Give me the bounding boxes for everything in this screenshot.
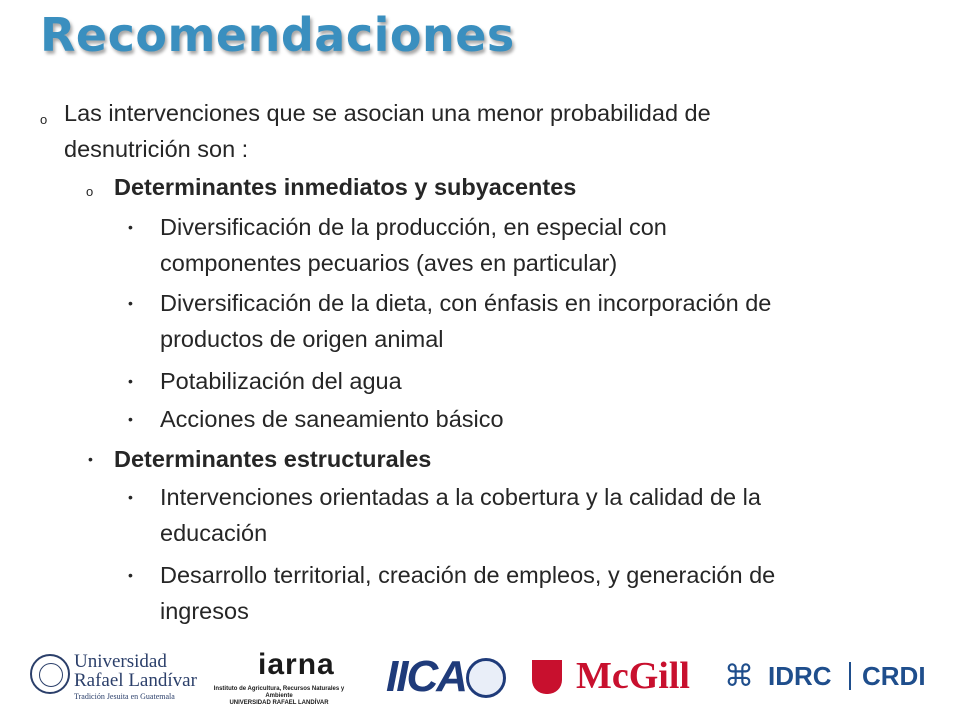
slide-title: Recomendaciones [40, 8, 515, 62]
list-item: Intervenciones orientadas a la cobertura y la calidad de la [160, 484, 761, 510]
iarna-subtitle [204, 686, 354, 707]
list-item-continuation: educación [160, 520, 268, 546]
dot-bullet-icon: • [128, 411, 133, 427]
intro-line-2: desnutrición son : [64, 136, 249, 162]
url-logo-line-1: Universidad [74, 651, 167, 672]
partner-logos-footer [0, 648, 960, 712]
dot-bullet-icon: • [128, 567, 133, 583]
circle-bullet-icon: o [86, 184, 94, 199]
university-seal-icon [30, 654, 70, 694]
iarna-subtitle-line-1: Instituto de Agricultura, Recursos Naturales y Ambiente [213, 686, 345, 699]
list-item-continuation: ingresos [160, 598, 249, 624]
iarna-logo: iarna [258, 648, 335, 681]
idrc-mark-icon: ⌘ [724, 659, 754, 694]
list-item: Acciones de saneamiento básico [160, 406, 504, 432]
logo-divider [849, 662, 851, 690]
globe-icon [466, 658, 506, 698]
dot-bullet-icon: • [128, 373, 133, 389]
dot-bullet-icon: • [128, 489, 133, 505]
url-logo-text [74, 652, 197, 690]
dot-bullet-icon: • [128, 295, 133, 311]
mcgill-logo: McGill [576, 655, 690, 697]
dot-bullet-icon: • [88, 451, 93, 467]
dot-bullet-icon: • [128, 219, 133, 235]
iica-logo: IICA [386, 652, 466, 701]
url-logo-line-2: Rafael Landívar [74, 670, 197, 691]
section-heading-immediate: Determinantes inmediatos y subyacentes [114, 174, 577, 200]
mcgill-crest-icon [532, 660, 562, 694]
section-heading-structural: Determinantes estructurales [114, 446, 432, 472]
iarna-subtitle-line-2: UNIVERSIDAD RAFAEL LANDÍVAR [229, 700, 329, 706]
url-tagline: Tradición Jesuita en Guatemala [74, 692, 175, 701]
list-item: Diversificación de la dieta, con énfasis en incorporación de [160, 290, 772, 316]
intro-line-1: Las intervenciones que se asocian una menor probabilidad de [64, 100, 711, 126]
list-item: Diversificación de la producción, en especial con [160, 214, 667, 240]
list-item: Desarrollo territorial, creación de empleos, y generación de [160, 562, 776, 588]
crdi-logo: CRDI [862, 661, 926, 691]
idrc-logo: IDRC [768, 661, 832, 691]
list-item: Potabilización del agua [160, 368, 402, 394]
circle-bullet-icon: o [40, 112, 48, 127]
list-item-continuation: productos de origen animal [160, 326, 444, 352]
list-item-continuation: componentes pecuarios (aves en particular) [160, 250, 618, 276]
